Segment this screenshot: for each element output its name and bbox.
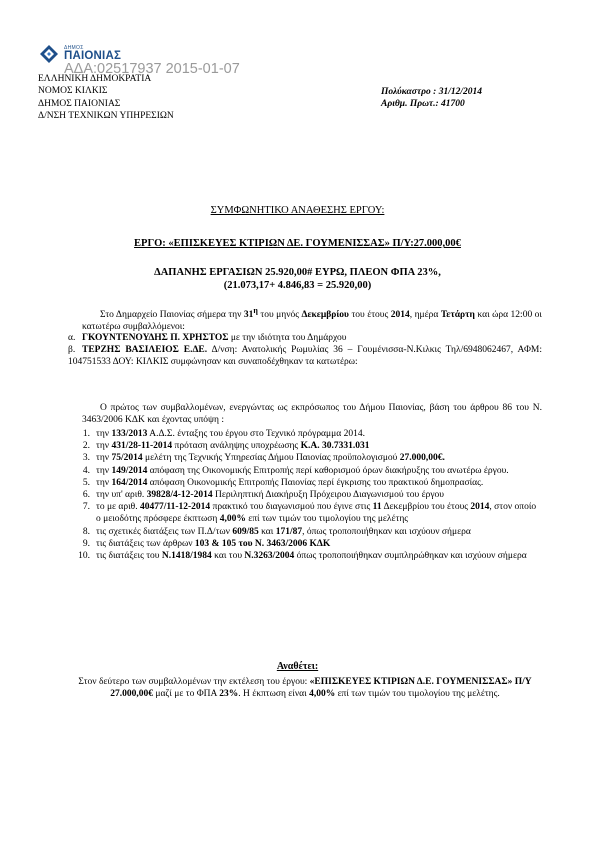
cost-line: (21.073,17+ 4.846,83 = 25.920,00) xyxy=(223,280,372,291)
party-label: β. xyxy=(68,345,76,356)
item-number: 2. xyxy=(82,441,90,452)
considerations-list xyxy=(78,428,542,562)
logo-small-text: ΔΗΜΟΣ xyxy=(64,45,84,51)
item-ref: 4,00% xyxy=(219,514,246,525)
item-ref: 103 & 105 του Ν. 3463/2006 ΚΔΚ xyxy=(194,538,331,549)
item-ref: Ν.3263/2004 xyxy=(244,551,295,562)
item-ref: 431/28-11-2014 xyxy=(111,441,173,452)
considerations-intro: Ο πρώτος των συμβαλλομένων, ενεργώντας ως εκπρόσωπος του Δήμου Παιονίας, βάση του άρθρου 86 του Ν. 3463/2006 ΚΔΚ και έχοντας υπόψη : xyxy=(82,403,542,426)
item-text: απόφαση Οικονομικής Επιτροπής Παιονίας περί έγκρισης του πρακτικού δημοπρασίας. xyxy=(147,477,484,488)
item-text: και του xyxy=(211,551,245,562)
item-text: , όπως τροποποιήθηκαν και ισχύουν σήμερα xyxy=(302,526,471,537)
item-number: 7. xyxy=(82,502,90,513)
item-ref: 164/2014 xyxy=(111,477,148,488)
party-b xyxy=(68,344,542,368)
list-item xyxy=(82,428,542,440)
assign-text: μαζί με το ΦΠΑ xyxy=(152,689,220,700)
intro-text: του μηνός xyxy=(257,310,302,321)
list-item xyxy=(82,538,542,550)
item-text: όπως τροποποιήθηκαν συμπληρώθηκαν και ισχύουν σήμερα xyxy=(294,551,527,562)
intro-month: Δεκεμβρίου xyxy=(301,310,349,321)
issuer-header xyxy=(38,73,174,123)
item-text: Περιληπτική Διακήρυξη Πρόχειρου Διαγωνισμού του έργου xyxy=(212,490,444,501)
issuer-line: ΕΛΛΗΝΙΚΗ ΔΗΜΟΚΡΑΤΙΑ xyxy=(38,74,152,84)
item-text: την xyxy=(96,465,112,476)
cost-summary xyxy=(38,266,557,292)
item-text: την xyxy=(96,441,112,452)
document-title: ΣΥΜΦΩΝΗΤΙΚΟ ΑΝΑΘΕΣΗΣ ΕΡΓΟΥ: xyxy=(210,205,385,216)
list-item xyxy=(82,440,542,452)
assign-heading: Αναθέτει: xyxy=(276,661,319,672)
assign-text: . Η έκπτωση είναι xyxy=(238,689,310,700)
item-text: την xyxy=(96,477,112,488)
cost-line: ΔΑΠΑΝΗΣ ΕΡΓΑΣΙΩΝ 25.920,00# ΕΥΡΩ, ΠΛΕΟΝ ΦΠΑ 23%, xyxy=(154,267,441,278)
party-details: Δ/νση: Ανατολικής Ρωμυλίας 36 – Γουμένισσα-Ν.Κιλκις Τηλ/6948062467, ΑΦΜ: 104751533 ΔΟΥ: ΚΙΛΚΙΣ συμφώνησαν και συναποδέχθηκαν τα κατωτέρω: xyxy=(68,345,542,368)
list-item xyxy=(82,501,542,525)
item-ref: Ν.1418/1984 xyxy=(161,551,212,562)
item-ref: 133/2013 xyxy=(111,429,148,439)
party-a xyxy=(68,332,542,344)
intro-year: 2014 xyxy=(390,310,410,321)
list-item xyxy=(78,550,542,562)
item-text: τις διατάξεις των άρθρων xyxy=(96,538,195,549)
item-text: τις διατάξεις του xyxy=(96,551,162,562)
item-number: 3. xyxy=(82,453,90,464)
item-text: την xyxy=(96,453,112,464)
item-ref: 27.000,00€. xyxy=(399,453,445,464)
list-item xyxy=(82,489,542,501)
item-text: Δεκεμβρίου του έτους xyxy=(381,502,471,513)
item-number: 9. xyxy=(82,538,90,549)
item-number: 6. xyxy=(82,490,90,501)
item-number: 8. xyxy=(82,526,90,537)
assign-text: επί των τιμών του τιμολογίου της μελέτης. xyxy=(335,689,500,700)
list-item xyxy=(82,465,542,477)
item-number: 1. xyxy=(82,429,90,439)
assign-paragraph xyxy=(68,676,542,701)
list-item xyxy=(82,477,542,489)
issuer-line: ΝΟΜΟΣ ΚΙΛΚΙΣ xyxy=(38,86,108,97)
issuer-line: ΔΗΜΟΣ ΠΑΙΟΝΙΑΣ xyxy=(38,98,121,109)
item-text: την xyxy=(96,429,112,439)
item-text: και xyxy=(258,526,276,537)
item-ref: 2014 xyxy=(470,502,490,513)
intro-text: Στο Δημαρχείο Παιονίας σήμερα την xyxy=(100,310,244,321)
logo-big-text: ΠΑΙΟΝΙΑΣ xyxy=(64,50,122,62)
assign-project: «ΕΠΙΣΚΕΥΕΣ ΚΤΙΡΙΩΝ Δ.Ε. ΓΟΥΜΕΝΙΣΣΑΣ» Π/Υ 27.000,00€ xyxy=(110,677,532,700)
item-ref: 40477/11-12-2014 xyxy=(139,502,211,513)
list-item xyxy=(82,526,542,538)
project-title: ΕΡΓΟ: «ΕΠΙΣΚΕΥΕΣ ΚΤΙΡΙΩΝ ΔΕ. ΓΟΥΜΕΝΙΣΣΑΣ» Π/Υ:27.000,00€ xyxy=(134,238,461,249)
assign-vat: 23% xyxy=(219,689,239,700)
item-ref: 149/2014 xyxy=(111,465,148,476)
intro-text: και ώρα 12:00 οι κατωτέρω συμβαλλόμενοι: xyxy=(82,310,542,333)
intro-weekday: Τετάρτη xyxy=(440,310,475,321)
party-name: ΓΚΟΥΝΤΕΝΟΥΔΗΣ Π. ΧΡΗΣΤΟΣ xyxy=(82,333,229,343)
contracting-parties xyxy=(68,332,542,369)
item-number: 4. xyxy=(82,465,90,476)
item-text: μελέτη της Τεχνικής Υπηρεσίας Δήμου Παιονίας προϋπολογισμού xyxy=(142,453,400,464)
assign-discount: 4,00% xyxy=(309,689,336,700)
item-text: το με αριθ. xyxy=(96,502,140,513)
party-name: ΤΕΡΖΗΣ ΒΑΣΙΛΕΙΟΣ Ε.ΔΕ. xyxy=(82,345,208,356)
list-item xyxy=(82,452,542,464)
item-ref: 39828/4-12-2014 xyxy=(146,490,213,501)
item-ref: 11 xyxy=(372,502,382,513)
item-ref: 609/85 xyxy=(232,526,259,537)
item-text: την υπ' αριθ. xyxy=(96,490,147,501)
item-number: 5. xyxy=(82,477,90,488)
assign-text: Στον δεύτερο των συμβαλλομένων την εκτέλεση του έργου: xyxy=(78,677,310,687)
issuer-line: Δ/ΝΣΗ ΤΕΧΝΙΚΩΝ ΥΠΗΡΕΣΙΩΝ xyxy=(38,111,174,122)
item-text: απόφαση της Οικονομικής Επιτροπής περί καθορισμού όρων διακήρυξης του ανωτέρω έργου. xyxy=(147,465,509,476)
intro-text: του έτους xyxy=(348,310,391,321)
item-text: πρακτικό του διαγωνισμού που έγινε στις xyxy=(210,502,373,513)
protocol-number: Αριθμ. Πρωτ.: 41700 xyxy=(381,99,465,110)
item-text: , στον οποίο ο μειοδότης πρόσφερε έκπτωση xyxy=(96,502,537,525)
item-text: πρόταση ανάληψης υποχρέωσης xyxy=(172,441,301,452)
item-ref: 75/2014 xyxy=(111,453,143,464)
ada-watermark: ΑΔΑ:02517937 2015-01-07 xyxy=(64,61,240,77)
party-label: α. xyxy=(68,333,76,343)
document-meta xyxy=(381,86,482,111)
place-date: Πολύκαστρο : 31/12/2014 xyxy=(381,87,482,97)
item-text: επί των τιμών του τιμολογίου της μελέτης xyxy=(245,514,409,525)
intro-day-suffix: η xyxy=(253,306,258,315)
item-text: τις σχετικές διατάξεις των Π.Δ/των xyxy=(96,526,233,537)
item-ref: 171/87 xyxy=(275,526,303,537)
logo-mark-icon xyxy=(38,44,60,64)
intro-day: 31 xyxy=(243,310,254,321)
intro-text: , ημέρα xyxy=(409,310,441,321)
item-text: Α.Δ.Σ. ένταξης του έργου στο Τεχνικό πρόγραμμα 2014. xyxy=(147,429,365,439)
party-role: με την ιδιότητα του Δημάρχου xyxy=(228,333,347,343)
intro-paragraph xyxy=(82,305,542,334)
item-number: 10. xyxy=(78,551,90,562)
item-ref: Κ.Α. 30.7331.031 xyxy=(300,441,370,452)
